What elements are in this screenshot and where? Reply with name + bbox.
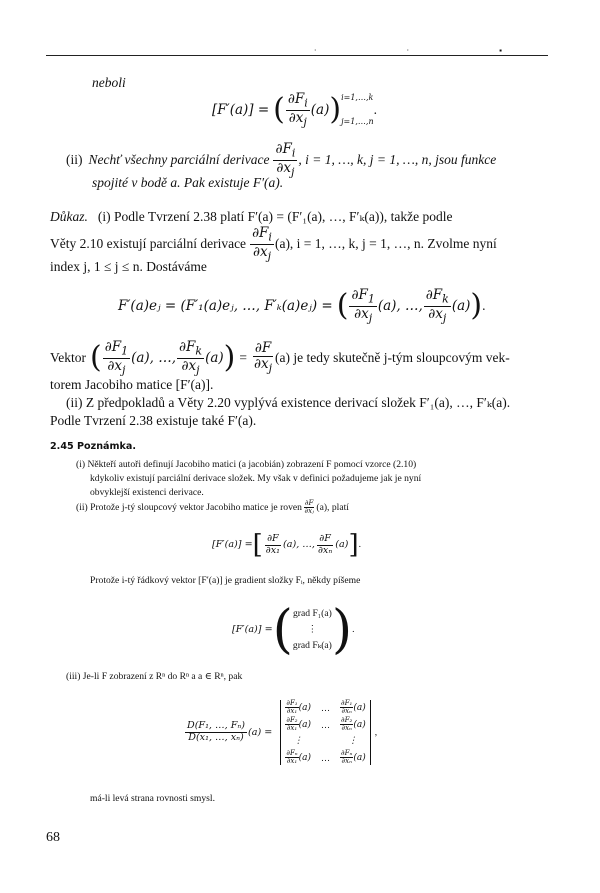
eq1-superscript: i=1,…,k (341, 93, 374, 102)
jacobian-cell-last: $\frac{\text{∂F₂}}{\text{∂xₙ}}$ (a) (341, 716, 366, 732)
proof-line-jacobi: torem Jacobiho matice [F′(a)]. (50, 377, 214, 392)
header-rule (46, 55, 548, 56)
proof-line-3: index j, 1 ≤ j ≤ n. Dostáváme (50, 259, 207, 274)
equation-jacobian-def: [F′(a)] = ( $\frac{\partial F_i}{\partial x_j}$ (a) ) i=1,…,k j=1,…,n . (212, 86, 377, 134)
remark-iii-line: (iii) Je-li F zobrazení z Rⁿ do Rⁿ a a ∈ Rⁿ, pak (66, 671, 243, 682)
remark-i-line1: (i) Někteří autoři definují Jacobiho matici (a jacobián) zobrazení F pomocí vzorce (2.10) (76, 459, 417, 470)
jacobian-ellipsis: … (321, 719, 331, 730)
remark-gradient-text: Protože i-tý řádkový vektor [F′(a)] je gradient složky Fᵢ, někdy píšeme (90, 575, 361, 586)
jacobian-ellipsis: … (321, 752, 331, 763)
proof-line-2: Věty 2.10 existují parciální derivace $\frac{\partial F_i}{\partial x_j}$ (a), i = 1, …, k, j = 1, …, n. Zvolme nyní (50, 225, 497, 263)
remark-ii-line: (ii) Protože j-tý sloupcový vektor Jacobiho matice je roven ∂F ∂xⱼ (a), platí (76, 499, 349, 515)
jacobian-cell-first: $\frac{\text{∂F₁}}{\text{∂x₁}}$ (a) (286, 699, 312, 715)
remark-title: 2.45 Poznámka. (50, 441, 137, 452)
eq1-subscript: j=1,…,n (341, 117, 374, 126)
proof-vektor-line: Vektor ( $\frac{\partial F_1}{\partial x_j}$ (a), …, $\frac{\partial F_k}{\partial x_j}$ (a) ) = $\frac{\partial F}{\partial x_j}$ (a) je tedy skutečně j-tým sloupcovým vek- (50, 339, 510, 377)
equation-row-of-columns: [F′(a)] = [ $\frac{\partial F}{\text{∂x₁}}$ (a), …, $\frac{\partial F}{\text{∂xₙ}}$ (a) ] . (212, 530, 361, 560)
jacobian-cell-last: ⋮ (348, 736, 358, 746)
neboli-text: neboli (92, 75, 126, 90)
proof-ii-line: (ii) Z předpokladů a Věty 2.20 vyplývá existence derivací složek F′₁(a), …, F′ₖ(a). (66, 395, 511, 410)
jacobian-ellipsis: … (321, 702, 331, 713)
page-number: 68 (46, 830, 60, 845)
remark-last-line: má-li levá strana rovnosti smysl. (90, 793, 215, 804)
theorem-item-ii: (ii) Nechť všechny parciální derivace $\frac{\partial F_i}{\partial x_j}$ , i = 1, …, k, j = 1, …, n, jsou funkce (66, 141, 497, 179)
proof-line-1: Důkaz. (i) Podle Tvrzení 2.38 platí F′(a) = (F′₁(a), …, F′ₖ(a)), takže podle (50, 209, 453, 224)
equation-jacobian-determinant: $\frac{\text{D(F₁, …, Fₙ)}}{\text{D(x₁, …, xₙ)}}$ (a) = $\frac{\text{∂F₁}}{\text{∂x₁}}$ (a) … $\frac{\text{∂F₁}}{\text{∂xₙ}}$ (a) $\frac{\text{∂F₂}}{\text{∂x₁}}$ (a) … $\frac{\text{∂F₂}}{\text{∂xₙ}}$ (a) ⋮ ⋮ $\frac{\text{∂Fₙ}}{\text{∂x₁}}$ (a) … $\frac{\text{∂Fₙ}}{\text{∂xₙ}}$ (a) , (187, 699, 378, 765)
jacobian-cell-first: ⋮ (293, 736, 303, 746)
jacobian-matrix-cells (285, 700, 365, 765)
jacobian-cell-first: $\frac{\text{∂F₂}}{\text{∂x₁}}$ (a) (286, 716, 312, 732)
remark-i-line3: obvyklejší existenci derivace. (90, 487, 204, 498)
theorem-item-ii-line2: spojité v bodě a. Pak existuje F′(a). (92, 175, 284, 190)
jacobian-cell-last: $\frac{\text{∂F₁}}{\text{∂xₙ}}$ (a) (341, 699, 366, 715)
equation-gradient-matrix: [F′(a)] = ( grad F₁(a) ⋮ grad Fₖ(a) ) . (232, 600, 355, 660)
header-marks: · · ▪ (313, 46, 546, 55)
remark-i-line2: kdykoliv existují parciální derivace složek. My však v definici požadujeme jak je nyní (90, 473, 422, 484)
equation-column-vector: F′(a)eⱼ = (F′₁(a)eⱼ, …, F′ₖ(a)eⱼ) = ( $\frac{\partial F_1}{\partial x_j}$ (a), …, $\frac{\partial F_k}{\partial x_j}$ (a) ) . (118, 287, 486, 325)
proof-last-line: Podle Tvrzení 2.38 existuje také F′(a). (50, 413, 257, 428)
eq1-lhs: [F′(a)] = (212, 102, 270, 118)
jacobian-cell-last: $\frac{\text{∂Fₙ}}{\text{∂xₙ}}$ (a) (341, 749, 366, 765)
jacobian-cell-first: $\frac{\text{∂Fₙ}}{\text{∂x₁}}$ (a) (286, 749, 312, 765)
